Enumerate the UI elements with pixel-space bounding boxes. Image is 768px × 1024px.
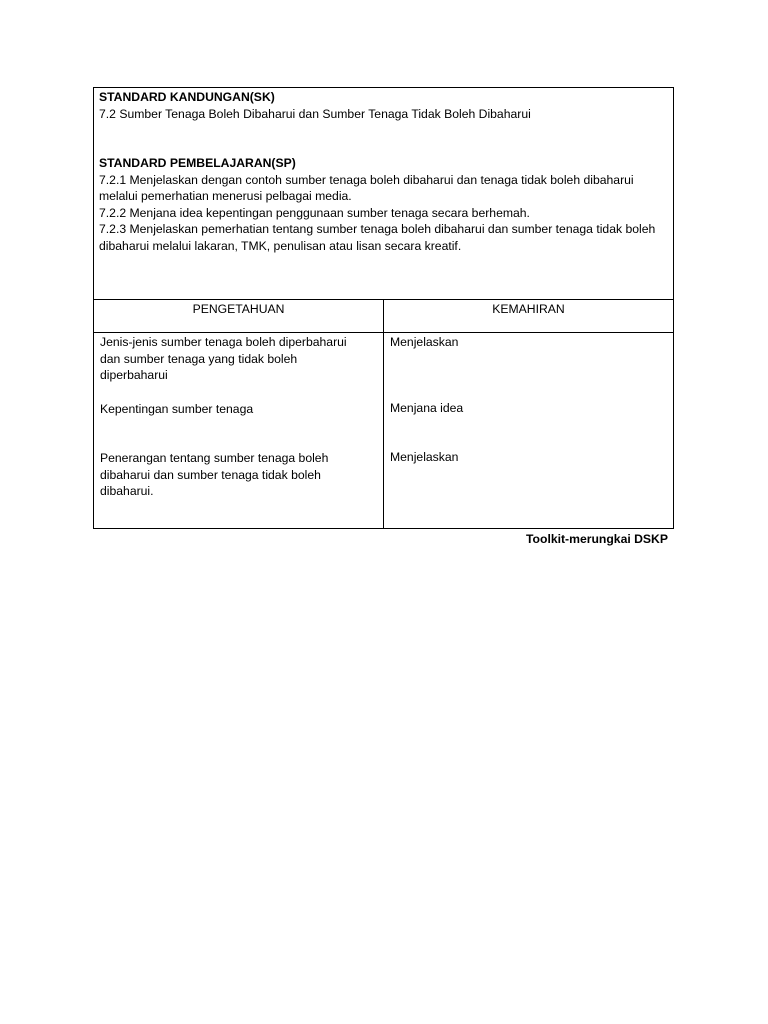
pengetahuan-item-3: Penerangan tentang sumber tenaga boleh dibaharui dan sumber tenaga tidak boleh dibaharui. [100, 451, 329, 498]
kemahiran-cell [384, 333, 674, 529]
pengetahuan-header-cell [94, 300, 384, 333]
standards-cell [94, 88, 674, 300]
pengetahuan-item-1: Jenis-jenis sumber tenaga boleh diperbaharui dan sumber tenaga yang tidak boleh diperbaharui [100, 335, 347, 382]
sk-text: 7.2 Sumber Tenaga Boleh Dibaharui dan Sumber Tenaga Tidak Boleh Dibaharui [99, 106, 531, 121]
sp-item-2: 7.2.2 Menjana idea kepentingan penggunaan sumber tenaga secara berhemah. [99, 205, 530, 220]
kemahiran-header-cell [384, 300, 674, 333]
pengetahuan-item-2: Kepentingan sumber tenaga [100, 401, 254, 416]
sp-item-1: 7.2.1 Menjelaskan dengan contoh sumber tenaga boleh dibaharui dan tenaga tidak boleh dibaharui melalui pemerhatian menerusi pelbagai media. [99, 172, 634, 203]
kemahiran-item-3: Menjelaskan [390, 450, 459, 464]
kemahiran-header: KEMAHIRAN [492, 302, 565, 316]
sk-heading: STANDARD KANDUNGAN(SK) [99, 90, 275, 104]
kemahiran-item-2: Menjana idea [390, 400, 464, 415]
pengetahuan-header: PENGETAHUAN [192, 302, 285, 316]
sp-heading: STANDARD PEMBELAJARAN(SP) [99, 156, 296, 170]
kemahiran-item-1: Menjelaskan [390, 335, 459, 349]
sp-item-3: 7.2.3 Menjelaskan pemerhatian tentang sumber tenaga boleh dibaharui dan sumber tenaga tidak boleh dibaharui melalui lakaran, TMK, penulisan atau lisan secara kreatif. [99, 222, 656, 253]
footer-note: Toolkit-merungkai DSKP [526, 532, 668, 546]
dskp-table [93, 87, 674, 529]
pengetahuan-cell [94, 333, 384, 529]
